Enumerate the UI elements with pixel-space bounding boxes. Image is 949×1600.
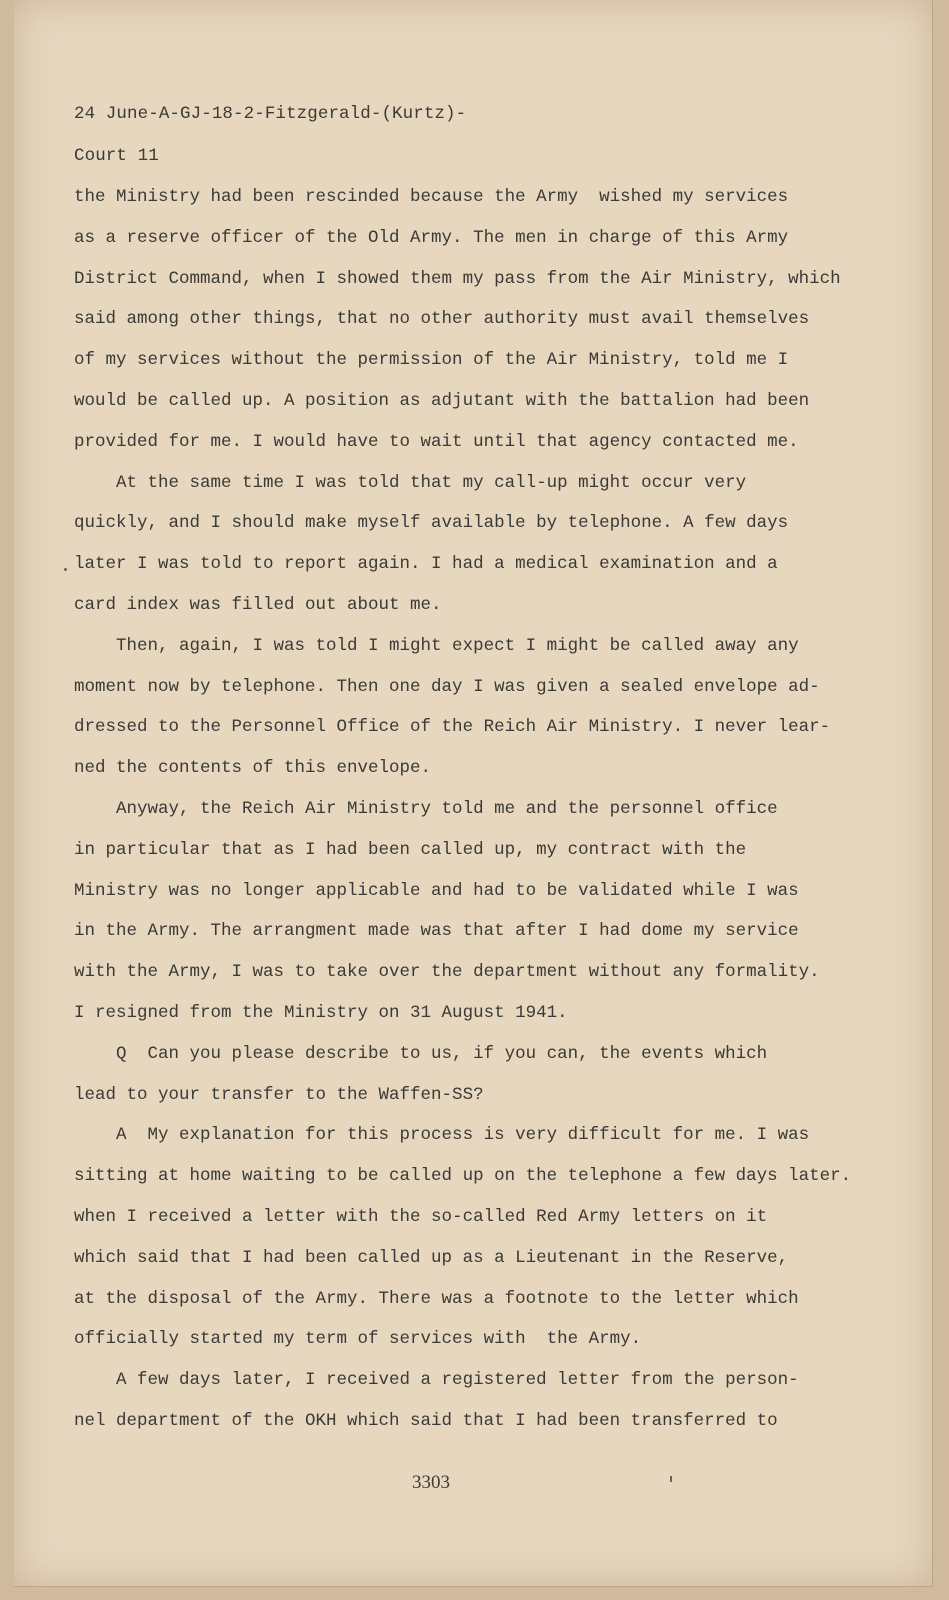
body-line: provided for me. I would have to wait until that agency contacted me. bbox=[74, 431, 799, 452]
body-line: the Ministry had been rescinded because the Army wished my services bbox=[74, 187, 789, 207]
body-line: with the Army, I was to take over the department without any formality. bbox=[74, 962, 820, 983]
document-reference-header: 24 June-A-GJ-18-2-Fitzgerald-(Kurtz)- bbox=[74, 104, 467, 124]
body-line: sitting at home waiting to be called up on the telephone a few days later. bbox=[74, 1166, 852, 1187]
body-line: I resigned from the Ministry on 31 August 1941. bbox=[74, 1002, 568, 1023]
body-line: later I was told to report again. I had a medical examination and a bbox=[74, 554, 778, 575]
body-line: in particular that as I had been called up, my contract with the bbox=[74, 839, 747, 860]
body-line: said among other things, that no other authority must avail themselves bbox=[74, 309, 810, 330]
body-line: At the same time I was told that my call-up might occur very bbox=[74, 472, 747, 493]
ink-speck bbox=[64, 568, 67, 571]
body-line: District Command, when I showed them my pass from the Air Ministry, which bbox=[74, 268, 841, 289]
body-line: would be called up. A position as adjutant with the battalion had been bbox=[74, 390, 810, 411]
body-line: Then, again, I was told I might expect I might be called away any bbox=[74, 635, 799, 656]
transcript-body bbox=[74, 184, 894, 1449]
ink-speck bbox=[670, 1476, 672, 1482]
body-line: dressed to the Personnel Office of the Reich Air Ministry. I never lear- bbox=[74, 717, 831, 738]
body-line: at the disposal of the Army. There was a footnote to the letter which bbox=[74, 1288, 799, 1309]
page-number: 3303 bbox=[412, 1472, 450, 1493]
body-line: Anyway, the Reich Air Ministry told me and the personnel office bbox=[74, 798, 778, 819]
body-line: A few days later, I received a registered letter from the person- bbox=[74, 1370, 799, 1391]
body-line: lead to your transfer to the Waffen-SS? bbox=[74, 1084, 484, 1105]
typed-page bbox=[14, 0, 933, 1587]
body-line: Q Can you please describe to us, if you can, the events which bbox=[74, 1043, 768, 1064]
body-line: in the Army. The arrangment made was that after I had dome my service bbox=[74, 921, 799, 942]
body-line: ned the contents of this envelope. bbox=[74, 758, 432, 779]
body-line: moment now by telephone. Then one day I was given a sealed envelope ad- bbox=[74, 676, 820, 697]
body-line: nel department of the OKH which said that I had been transferred to bbox=[74, 1410, 778, 1431]
body-line: officially started my term of services with the Army. bbox=[74, 1329, 642, 1350]
body-line: A My explanation for this process is very difficult for me. I was bbox=[74, 1125, 810, 1146]
body-line: as a reserve officer of the Old Army. The men in charge of this Army bbox=[74, 227, 789, 248]
body-line: when I received a letter with the so-called Red Army letters on it bbox=[74, 1206, 768, 1227]
body-line: card index was filled out about me. bbox=[74, 594, 442, 615]
body-line: quickly, and I should make myself available by telephone. A few days bbox=[74, 513, 789, 534]
body-line: of my services without the permission of the Air Ministry, told me I bbox=[74, 350, 789, 371]
court-label: Court 11 bbox=[74, 146, 159, 166]
body-line: Ministry was no longer applicable and had to be validated while I was bbox=[74, 880, 799, 901]
body-line: which said that I had been called up as a Lieutenant in the Reserve, bbox=[74, 1247, 789, 1268]
